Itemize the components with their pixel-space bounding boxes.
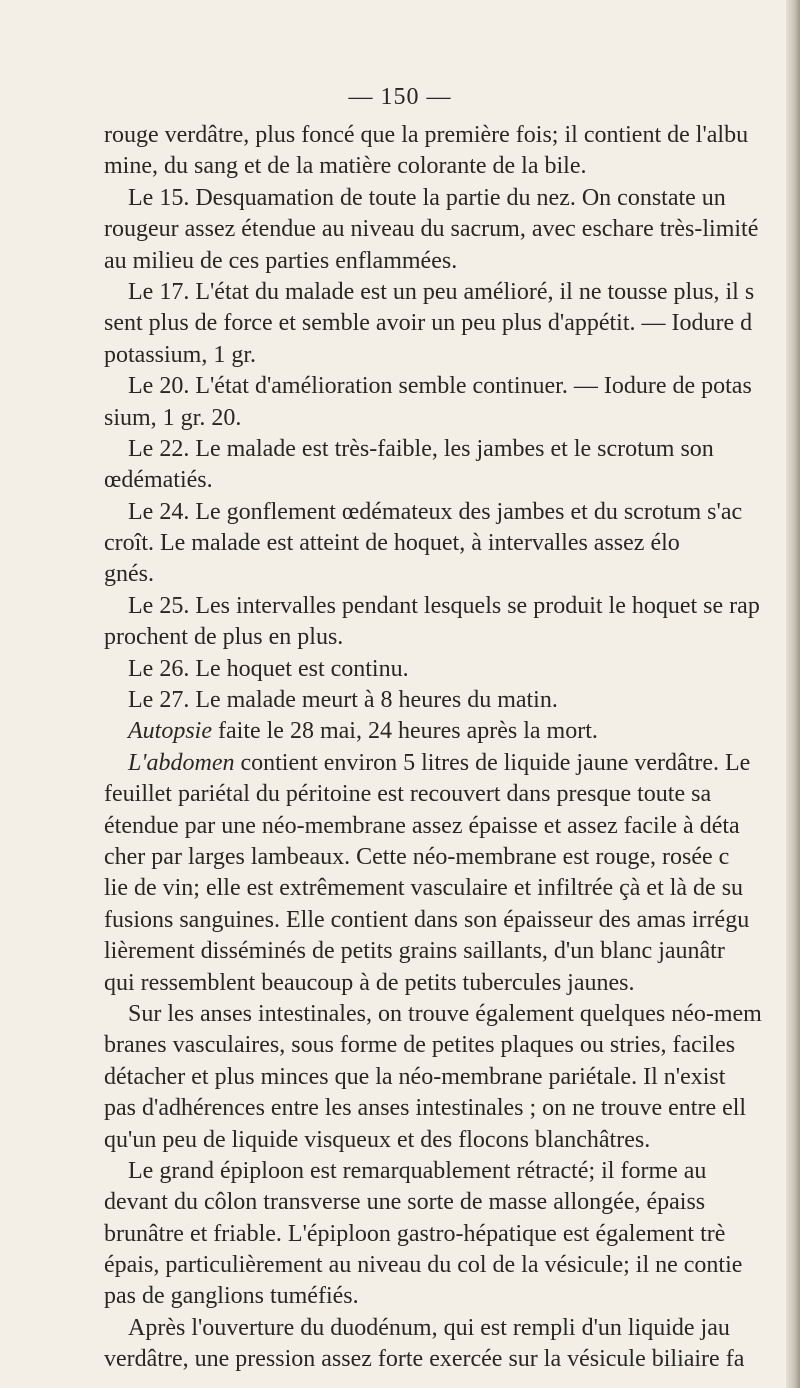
autopsy-text: faite le 28 mai, 24 heures après la mort. — [212, 718, 598, 745]
text-line: pas d'adhérences entre les anses intestinales ; on ne trouve entre ell — [104, 1095, 747, 1122]
abdomen-term: L'abdomen — [128, 749, 235, 776]
text-line: feuillet pariétal du péritoine est recouvert dans presque toute sa — [104, 781, 712, 808]
text-line: Sur les anses intestinales, on trouve également quelques néo-mem — [128, 1000, 762, 1027]
text-line: gnés. — [104, 561, 154, 588]
page-number: — 150 — — [348, 84, 452, 110]
text-line: mine, du sang et de la matière colorante de la bile. — [104, 153, 587, 180]
text-line: détacher et plus minces que la néo-membrane pariétale. Il n'exist — [104, 1063, 726, 1090]
text-line: lièrement disséminés de petits grains saillants, d'un blanc jaunâtr — [104, 938, 725, 965]
text-line: Après l'ouverture du duodénum, qui est rempli d'un liquide jau — [128, 1314, 730, 1341]
text-line: épais, particulièrement au niveau du col de la vésicule; il ne contie — [104, 1252, 743, 1279]
text-line: rouge verdâtre, plus foncé que la première fois; il contient de l'albu — [104, 122, 749, 148]
text-line: Le 15. Desquamation de toute la partie du nez. On constate un — [128, 184, 726, 211]
text-line: verdâtre, une pression assez forte exercée sur la vésicule biliaire fa — [104, 1346, 745, 1373]
autopsy-line — [104, 716, 794, 747]
text-line: prochent de plus en plus. — [104, 624, 344, 651]
text-line: qui ressemblent beaucoup à de petits tubercules jaunes. — [104, 969, 635, 996]
text-line: rougeur assez étendue au niveau du sacrum, avec eschare très-limité — [104, 216, 759, 243]
body-text — [104, 120, 794, 1376]
text-line: Le grand épiploon est remarquablement rétracté; il forme au — [128, 1157, 707, 1184]
text-line: au milieu de ces parties enflammées. — [104, 247, 458, 274]
text-line: fusions sanguines. Elle contient dans son épaisseur des amas irrégu — [104, 906, 750, 933]
text-line: qu'un peu de liquide visqueux et des flocons blanchâtres. — [104, 1126, 651, 1153]
text-line: Le 27. Le malade meurt à 8 heures du matin. — [128, 687, 558, 714]
text-line: Le 24. Le gonflement œdémateux des jambes et du scrotum s'ac — [128, 498, 743, 525]
text-line: sium, 1 gr. 20. — [104, 404, 242, 431]
text-line: Le 17. L'état du malade est un peu amélioré, il ne tousse plus, il s — [128, 278, 755, 305]
text-line: pas de ganglions tuméfiés. — [104, 1283, 359, 1310]
abdomen-text: contient environ 5 litres de liquide jaune verdâtre. Le — [234, 749, 751, 776]
text-line: œdématiés. — [104, 467, 213, 494]
text-line: Le 20. L'état d'amélioration semble continuer. — Iodure de potas — [128, 373, 752, 400]
text-line: cher par larges lambeaux. Cette néo-membrane est rouge, rosée c — [104, 843, 730, 870]
text-line: brunâtre et friable. L'épiploon gastro-hépatique est également trè — [104, 1220, 726, 1247]
text-line: Le 25. Les intervalles pendant lesquels se produit le hoquet se rap — [128, 592, 760, 619]
autopsy-term: Autopsie — [128, 718, 212, 745]
text-line: étendue par une néo-membrane assez épaisse et assez facile à déta — [104, 812, 740, 839]
text-line: Le 22. Le malade est très-faible, les jambes et le scrotum son — [128, 435, 714, 462]
text-line: croît. Le malade est atteint de hoquet, à intervalles assez élo — [104, 530, 680, 557]
text-line: potassium, 1 gr. — [104, 341, 257, 368]
text-line: lie de vin; elle est extrêmement vasculaire et infiltrée çà et là de su — [104, 875, 744, 902]
text-line: Le 26. Le hoquet est continu. — [128, 655, 409, 682]
abdomen-line — [104, 748, 794, 779]
text-line: devant du côlon transverse une sorte de masse allongée, épaiss — [104, 1189, 706, 1216]
text-line: sent plus de force et semble avoir un peu plus d'appétit. — Iodure d — [104, 310, 753, 337]
text-line: branes vasculaires, sous forme de petites plaques ou stries, faciles — [104, 1032, 736, 1059]
